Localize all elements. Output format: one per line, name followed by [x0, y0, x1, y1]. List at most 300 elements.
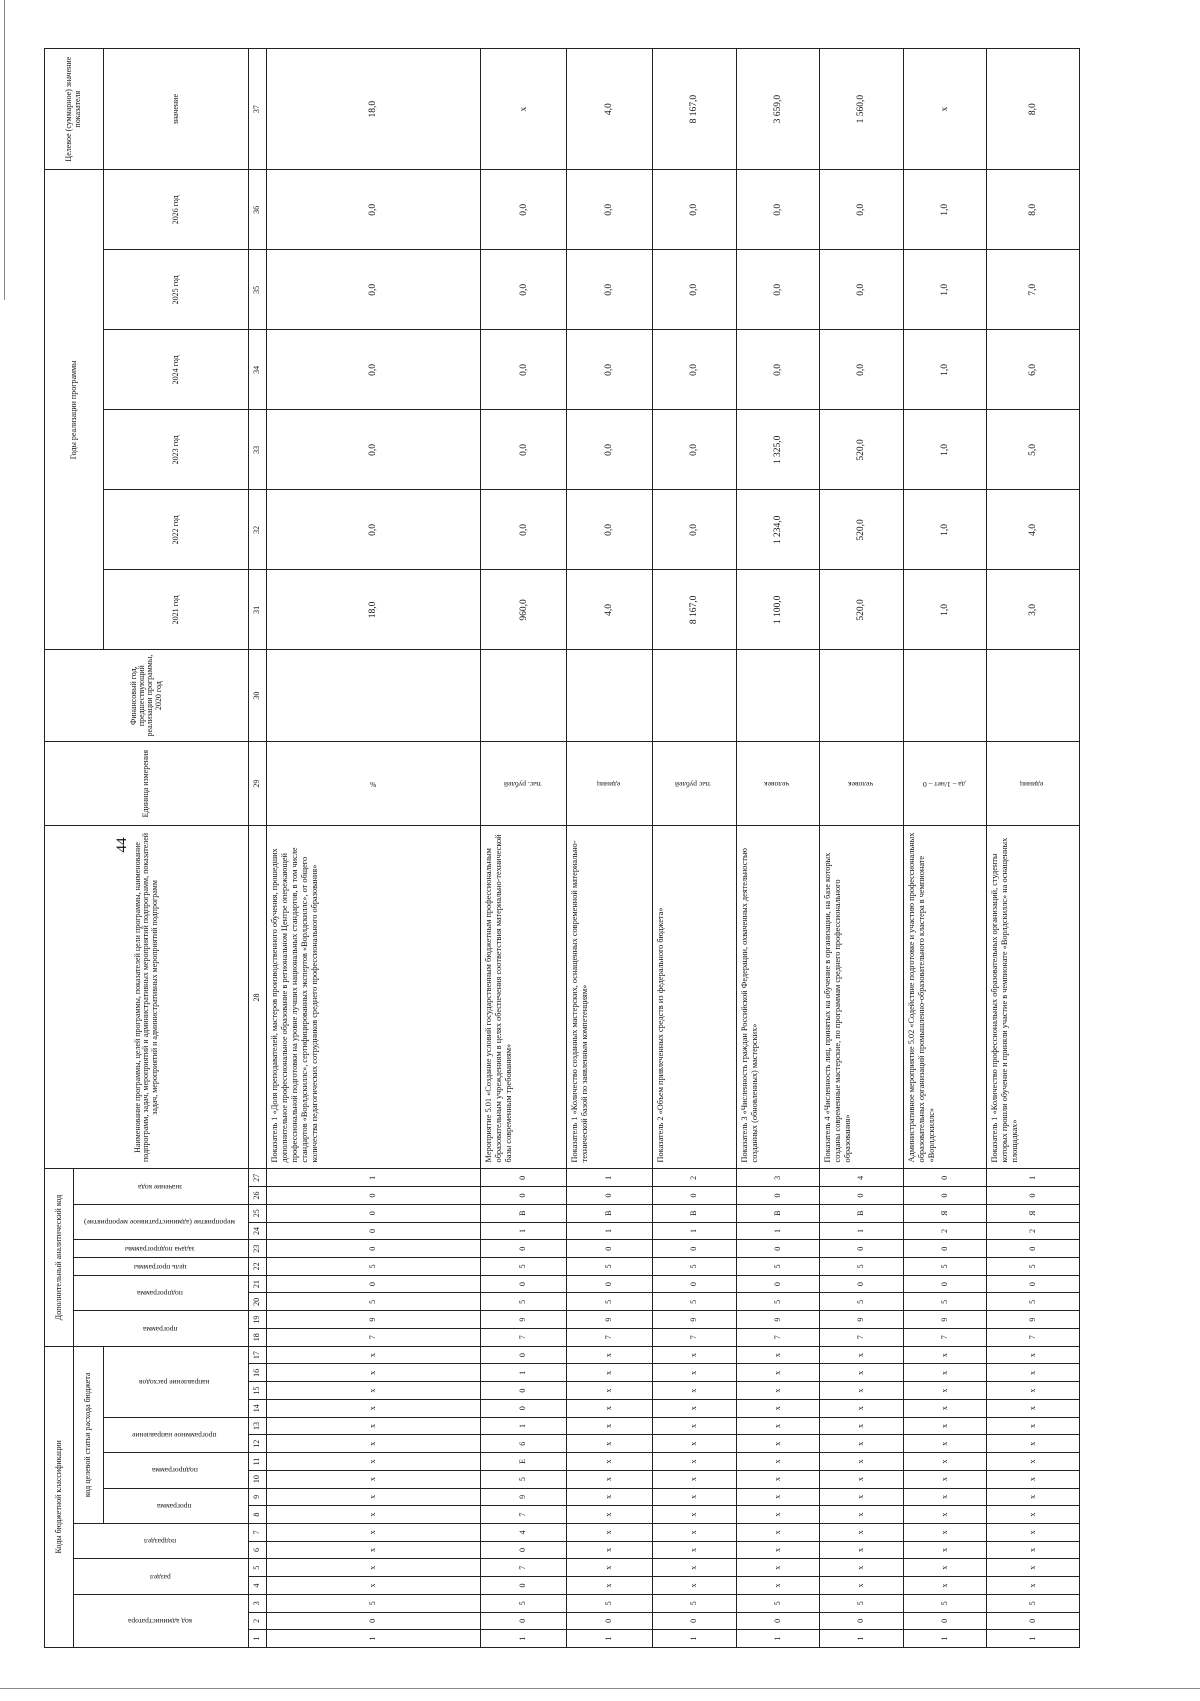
year-value: 0,0: [567, 330, 653, 410]
year-value: 1,0: [903, 570, 987, 650]
code-cell: 0: [481, 1577, 567, 1595]
code-cell: х: [736, 1382, 820, 1400]
code-cell: 1: [481, 1417, 567, 1435]
total-value: 1 560,0: [820, 49, 904, 170]
column-number: 36: [248, 170, 266, 250]
code-cell: 2: [903, 1222, 987, 1240]
fin-year-value: [567, 650, 653, 741]
column-number: 28: [248, 826, 266, 1169]
code-cell: х: [266, 1488, 481, 1506]
code-cell: х: [266, 1399, 481, 1417]
code-cell: 5: [567, 1258, 653, 1276]
code-cell: 1: [653, 1630, 737, 1648]
code-cell: 5: [987, 1258, 1080, 1276]
year-value: 6,0: [987, 330, 1080, 410]
code-cell: х: [653, 1541, 737, 1559]
year-value: 3,0: [987, 570, 1080, 650]
code-cell: х: [266, 1541, 481, 1559]
year-value: 0,0: [653, 490, 737, 570]
code-cell: 5: [736, 1293, 820, 1311]
table-row: [266, 49, 481, 1648]
years-group-header: Годы реализации программы: [45, 170, 104, 650]
code-cell: х: [987, 1488, 1080, 1506]
code-cell: х: [736, 1346, 820, 1364]
code-cell: 0: [266, 1204, 481, 1222]
code-cell: 9: [987, 1311, 1080, 1329]
unit-value: [903, 741, 987, 826]
column-number: 6: [248, 1541, 266, 1559]
column-number: 33: [248, 410, 266, 490]
code-cell: 0: [567, 1187, 653, 1205]
year-value: 520,0: [820, 490, 904, 570]
code-cell: 7: [903, 1328, 987, 1346]
unit-value-text: тыс рублей: [675, 779, 711, 789]
fin-year-value: [820, 650, 904, 741]
code-cell: 0: [481, 1187, 567, 1205]
code-cell: 0: [481, 1169, 567, 1187]
code-cell: 0: [903, 1169, 987, 1187]
code-cell: х: [266, 1453, 481, 1471]
unit-value-text: тыс. рублей: [503, 779, 542, 789]
name-column-header: Наименование программы, целей программы, показателей цели программы, наименование подпрограмм, задач, мероприятий и административных мероприятий подпрограмм, показателей задач, мероприятий и административных мероприятий подпрограмм: [45, 826, 249, 1169]
code-cell: 1: [903, 1630, 987, 1648]
code-cell: 9: [481, 1311, 567, 1329]
code-cell: 0: [736, 1187, 820, 1205]
code-cell: х: [567, 1382, 653, 1400]
code-cell: х: [987, 1435, 1080, 1453]
year-header-2024: 2024 год: [103, 330, 248, 410]
table-row: [987, 49, 1080, 1648]
column-number: 29: [248, 741, 266, 826]
code-cell: х: [567, 1488, 653, 1506]
code-cell: 9: [903, 1311, 987, 1329]
code-cell: 0: [266, 1187, 481, 1205]
year-value: 0,0: [567, 490, 653, 570]
additional-code-header: Дополнительный аналитический код: [45, 1169, 74, 1346]
code-cell: х: [987, 1382, 1080, 1400]
spending-direction-header: [103, 1346, 248, 1417]
code-cell: 7: [481, 1506, 567, 1524]
code-cell: 0: [736, 1240, 820, 1258]
code-cell: х: [820, 1559, 904, 1577]
program-direction-header: [103, 1417, 248, 1452]
year-value: 0,0: [481, 410, 567, 490]
code-cell: х: [266, 1382, 481, 1400]
column-number: 21: [248, 1275, 266, 1293]
year-value: 0,0: [820, 170, 904, 250]
unit-value-text: %: [369, 779, 376, 789]
column-number: 14: [248, 1399, 266, 1417]
code-cell: х: [987, 1470, 1080, 1488]
unit-value-text: единиц: [1020, 779, 1044, 789]
admin-code-header: [74, 1594, 248, 1647]
code-cell: х: [653, 1364, 737, 1382]
indicator-name: Показатель 2 «Объем привлеченных средств из федерального бюджета»: [653, 826, 737, 1169]
unit-value-text: единиц: [596, 779, 621, 789]
column-number: 20: [248, 1293, 266, 1311]
code-cell: х: [820, 1506, 904, 1524]
code-cell: 0: [481, 1399, 567, 1417]
code-cell: Я: [903, 1204, 987, 1222]
code-cell: 9: [481, 1488, 567, 1506]
column-number: 16: [248, 1364, 266, 1382]
code-cell: х: [266, 1523, 481, 1541]
year-value: 4,0: [987, 490, 1080, 570]
column-number: 27: [248, 1169, 266, 1187]
total-value: 18,0: [266, 49, 481, 170]
code-cell: х: [736, 1417, 820, 1435]
code-cell: х: [653, 1470, 737, 1488]
scan-edge-bottom: [0, 1688, 1200, 1689]
code-cell: х: [653, 1577, 737, 1595]
code-cell: х: [736, 1470, 820, 1488]
code-cell: В: [567, 1204, 653, 1222]
code-cell: 5: [266, 1258, 481, 1276]
program-direction-header-text: программное направление: [132, 1431, 217, 1440]
code-cell: х: [903, 1346, 987, 1364]
code-cell: х: [903, 1399, 987, 1417]
code-cell: 0: [567, 1275, 653, 1293]
code-cell: х: [653, 1488, 737, 1506]
code-cell: 0: [820, 1612, 904, 1630]
spending-direction-header-text: направление расходов: [139, 1377, 210, 1387]
code-value-header-text: значение кода: [137, 1182, 183, 1192]
code-cell: 7: [567, 1328, 653, 1346]
indicator-name: Показатель 1 «Доля преподавателей, мастеров производственного обучения, прошедших дополнительное профессиональное образование в региональном Центре опережающей профессиональной подготовки на уровне лучших национальных стандартов, в том числе стандартов «Ворлдскиллс», сертифицированных экспертов «Ворлдскиллс», от общего количества педагогических сотрудников среднего профессионального образования»: [266, 826, 481, 1169]
fin-year-column-header: Финансовый год, предшествующий реализации программы, 2020 год: [45, 650, 249, 741]
year-value: 0,0: [653, 170, 737, 250]
code-cell: 0: [567, 1240, 653, 1258]
unit-value-text: человек: [847, 779, 873, 789]
table-row: [736, 49, 820, 1648]
indicator-name: Показатель 1 «Количество созданных мастерских, оснащенных современной материально-технической базой по заявленным компетенциям»: [567, 826, 653, 1169]
indicator-name: Показатель 1 «Количество профессиональных образовательных организаций, студенты которых прошли обучение и приняли участие в чемпионате «Ворлдскиллс» на оснащенных площадках»: [987, 826, 1080, 1169]
code-cell: 0: [266, 1240, 481, 1258]
subsection-header-text: подраздел: [143, 1537, 176, 1547]
code-cell: х: [567, 1417, 653, 1435]
code-cell: х: [266, 1559, 481, 1577]
code-cell: х: [987, 1506, 1080, 1524]
code-cell: х: [653, 1399, 737, 1417]
column-number: 25: [248, 1204, 266, 1222]
code-cell: х: [653, 1559, 737, 1577]
code-cell: 1: [481, 1222, 567, 1240]
code-cell: х: [567, 1559, 653, 1577]
code-cell: 6: [481, 1435, 567, 1453]
code-cell: 1: [653, 1222, 737, 1240]
activity-code-header-text: мероприятие (административное мероприятие): [84, 1218, 236, 1228]
goal-code-header-text: цель программы: [133, 1262, 187, 1272]
year-value: 4,0: [567, 570, 653, 650]
code-cell: х: [820, 1346, 904, 1364]
code-cell: 4: [481, 1523, 567, 1541]
year-value: 0,0: [567, 250, 653, 330]
section-header-text: раздел: [149, 1572, 171, 1582]
year-value: 1,0: [903, 250, 987, 330]
total-value: х: [481, 49, 567, 170]
code-cell: х: [736, 1488, 820, 1506]
code-cell: х: [987, 1453, 1080, 1471]
column-number: 4: [248, 1577, 266, 1595]
code-cell: х: [266, 1506, 481, 1524]
task-code-header-text: задача подпрограммы: [125, 1244, 195, 1254]
code-cell: х: [266, 1417, 481, 1435]
code-cell: х: [653, 1506, 737, 1524]
code-cell: 0: [820, 1240, 904, 1258]
code-cell: 5: [481, 1594, 567, 1612]
code-cell: 5: [653, 1594, 737, 1612]
column-number: 37: [248, 49, 266, 170]
code-cell: х: [820, 1470, 904, 1488]
code-cell: х: [903, 1506, 987, 1524]
column-number: 2: [248, 1612, 266, 1630]
code-cell: 7: [736, 1328, 820, 1346]
table-row: [481, 49, 567, 1648]
year-value: 0,0: [266, 250, 481, 330]
code-cell: 0: [820, 1187, 904, 1205]
code-cell: х: [987, 1417, 1080, 1435]
code-cell: 9: [266, 1311, 481, 1329]
code-cell: 7: [266, 1328, 481, 1346]
code-cell: 0: [266, 1222, 481, 1240]
year-value: 0,0: [820, 330, 904, 410]
code-cell: 0: [481, 1346, 567, 1364]
code-cell: 5: [266, 1293, 481, 1311]
year-header-2022: 2022 год: [103, 490, 248, 570]
target-program-header-text: программа: [157, 1501, 192, 1511]
code-cell: Е: [481, 1453, 567, 1471]
target-article-header: код целевой статьи расхода бюджета: [74, 1346, 103, 1523]
code-cell: 5: [567, 1293, 653, 1311]
code-cell: х: [987, 1346, 1080, 1364]
code-cell: 9: [820, 1311, 904, 1329]
code-cell: 0: [481, 1275, 567, 1293]
column-number: 10: [248, 1470, 266, 1488]
code-cell: х: [736, 1435, 820, 1453]
code-cell: 0: [987, 1187, 1080, 1205]
code-cell: 1: [820, 1630, 904, 1648]
code-cell: 5: [736, 1258, 820, 1276]
year-value: 7,0: [987, 250, 1080, 330]
code-cell: х: [266, 1364, 481, 1382]
code-cell: 7: [820, 1328, 904, 1346]
code-value-header: [74, 1169, 248, 1204]
code-cell: 0: [481, 1240, 567, 1258]
year-value: 0,0: [653, 410, 737, 490]
column-number: 26: [248, 1187, 266, 1205]
column-number: 19: [248, 1311, 266, 1329]
table-row: [567, 49, 653, 1648]
code-cell: 0: [481, 1612, 567, 1630]
rotated-page: [44, 48, 1080, 1648]
target-program-header: [103, 1488, 248, 1523]
code-cell: х: [903, 1382, 987, 1400]
code-cell: 1: [567, 1630, 653, 1648]
code-cell: х: [987, 1523, 1080, 1541]
fin-year-value: [903, 650, 987, 741]
budget-codes-header: Коды бюджетной классификации: [45, 1346, 74, 1647]
indicator-name: Показатель 4 «Численность лиц, принятых на обучение в организации, на базе которых созданы современные мастерские, по программам среднего профессионального образования»: [820, 826, 904, 1169]
unit-value-text: человек: [764, 779, 790, 789]
code-cell: 0: [736, 1275, 820, 1293]
code-cell: 5: [903, 1258, 987, 1276]
code-cell: 5: [481, 1470, 567, 1488]
column-number: 9: [248, 1488, 266, 1506]
year-value: 1,0: [903, 330, 987, 410]
column-number: 35: [248, 250, 266, 330]
code-cell: х: [820, 1523, 904, 1541]
code-cell: Я: [987, 1204, 1080, 1222]
year-value: 520,0: [820, 570, 904, 650]
code-cell: 1: [820, 1222, 904, 1240]
code-cell: х: [820, 1364, 904, 1382]
fin-year-value: [736, 650, 820, 741]
total-value-header: значение: [103, 49, 248, 170]
year-value: 0,0: [567, 410, 653, 490]
year-value: 520,0: [820, 410, 904, 490]
fin-year-value: [266, 650, 481, 741]
code-cell: 2: [987, 1222, 1080, 1240]
code-cell: 0: [987, 1240, 1080, 1258]
code-cell: В: [481, 1204, 567, 1222]
code-cell: 5: [903, 1594, 987, 1612]
code-cell: 5: [820, 1293, 904, 1311]
year-value: 1,0: [903, 170, 987, 250]
code-cell: 5: [987, 1594, 1080, 1612]
code-cell: 3: [736, 1169, 820, 1187]
code-cell: х: [736, 1364, 820, 1382]
code-cell: 5: [820, 1594, 904, 1612]
code-cell: х: [266, 1470, 481, 1488]
code-cell: х: [567, 1470, 653, 1488]
code-cell: х: [736, 1541, 820, 1559]
code-cell: 7: [653, 1328, 737, 1346]
code-cell: 0: [653, 1187, 737, 1205]
code-cell: 0: [266, 1275, 481, 1293]
code-cell: 0: [903, 1187, 987, 1205]
unit-value: [736, 741, 820, 826]
code-cell: х: [903, 1364, 987, 1382]
code-cell: х: [567, 1523, 653, 1541]
task-code-header: [74, 1240, 248, 1258]
total-value: 8 167,0: [653, 49, 737, 170]
code-cell: х: [653, 1453, 737, 1471]
code-cell: 2: [653, 1169, 737, 1187]
code-cell: 5: [653, 1258, 737, 1276]
code-cell: х: [820, 1453, 904, 1471]
year-header-2025: 2025 год: [103, 250, 248, 330]
code-cell: 7: [987, 1328, 1080, 1346]
column-number: 8: [248, 1506, 266, 1524]
code-cell: х: [820, 1488, 904, 1506]
year-value: 0,0: [481, 330, 567, 410]
year-value: 0,0: [481, 250, 567, 330]
code-cell: 5: [820, 1258, 904, 1276]
total-value: 4,0: [567, 49, 653, 170]
code-cell: 5: [653, 1293, 737, 1311]
code-cell: х: [567, 1399, 653, 1417]
year-value: 5,0: [987, 410, 1080, 490]
code-cell: 1: [987, 1169, 1080, 1187]
year-value: 0,0: [653, 330, 737, 410]
code-cell: 4: [820, 1169, 904, 1187]
code-cell: 0: [987, 1275, 1080, 1293]
program-table: [44, 48, 1080, 1648]
table-row: [903, 49, 987, 1648]
code-cell: х: [266, 1346, 481, 1364]
code-cell: х: [653, 1346, 737, 1364]
code-cell: х: [567, 1541, 653, 1559]
unit-value: [266, 741, 481, 826]
code-cell: х: [567, 1453, 653, 1471]
unit-column-header: Единица измерения: [45, 741, 249, 826]
code-cell: х: [903, 1470, 987, 1488]
year-value: 0,0: [567, 170, 653, 250]
admin-code-header-text: код администратора: [127, 1617, 192, 1627]
year-header-2026: 2026 год: [103, 170, 248, 250]
code-cell: 0: [903, 1612, 987, 1630]
section-header: [74, 1559, 248, 1594]
indicator-name: Административное мероприятие 5.02 «Содействие подготовке и участию профессиональных образовательных организаций промышленно-образовательного кластера в чемпионате «Ворлдскиллс»: [903, 826, 987, 1169]
code-cell: 5: [266, 1594, 481, 1612]
code-cell: х: [653, 1417, 737, 1435]
code-cell: 5: [567, 1594, 653, 1612]
code-cell: х: [653, 1523, 737, 1541]
year-value: 8,0: [987, 170, 1080, 250]
year-value: 0,0: [736, 250, 820, 330]
code-cell: х: [820, 1382, 904, 1400]
code-cell: 1: [266, 1630, 481, 1648]
unit-value: [987, 741, 1080, 826]
code-cell: 7: [481, 1328, 567, 1346]
code-cell: 0: [987, 1612, 1080, 1630]
column-number: 7: [248, 1523, 266, 1541]
column-number: 3: [248, 1594, 266, 1612]
year-value: 1 325,0: [736, 410, 820, 490]
subprogram-code-header-text: подпрограмма: [137, 1289, 183, 1299]
page-number: 44: [114, 837, 130, 853]
total-value: х: [903, 49, 987, 170]
year-value: 0,0: [481, 490, 567, 570]
indicator-name: Мероприятие 5.01 «Создание условий государственным бюджетным профессиональным образовательным учреждениям в целях обеспечения соответствия материально-технической базы современным требованиям»: [481, 826, 567, 1169]
code-cell: 5: [987, 1293, 1080, 1311]
code-cell: х: [903, 1541, 987, 1559]
column-number: 18: [248, 1328, 266, 1346]
code-cell: х: [266, 1435, 481, 1453]
year-value: 1 100,0: [736, 570, 820, 650]
code-cell: х: [736, 1453, 820, 1471]
unit-value-text: да – 1/нет – 0: [922, 779, 966, 789]
code-cell: 5: [481, 1293, 567, 1311]
total-value: 3 659,0: [736, 49, 820, 170]
code-cell: 5: [903, 1293, 987, 1311]
code-cell: х: [903, 1523, 987, 1541]
code-cell: х: [820, 1435, 904, 1453]
column-number: 17: [248, 1346, 266, 1364]
year-header-2023: 2023 год: [103, 410, 248, 490]
code-cell: х: [567, 1364, 653, 1382]
code-cell: 0: [653, 1612, 737, 1630]
unit-value: [653, 741, 737, 826]
code-cell: В: [736, 1204, 820, 1222]
fin-year-value: [653, 650, 737, 741]
year-value: 1,0: [903, 490, 987, 570]
year-header-2021: 2021 год: [103, 570, 248, 650]
column-number: 1: [248, 1630, 266, 1648]
scan-edge-left: [4, 0, 5, 300]
code-cell: 1: [481, 1364, 567, 1382]
code-cell: х: [653, 1435, 737, 1453]
